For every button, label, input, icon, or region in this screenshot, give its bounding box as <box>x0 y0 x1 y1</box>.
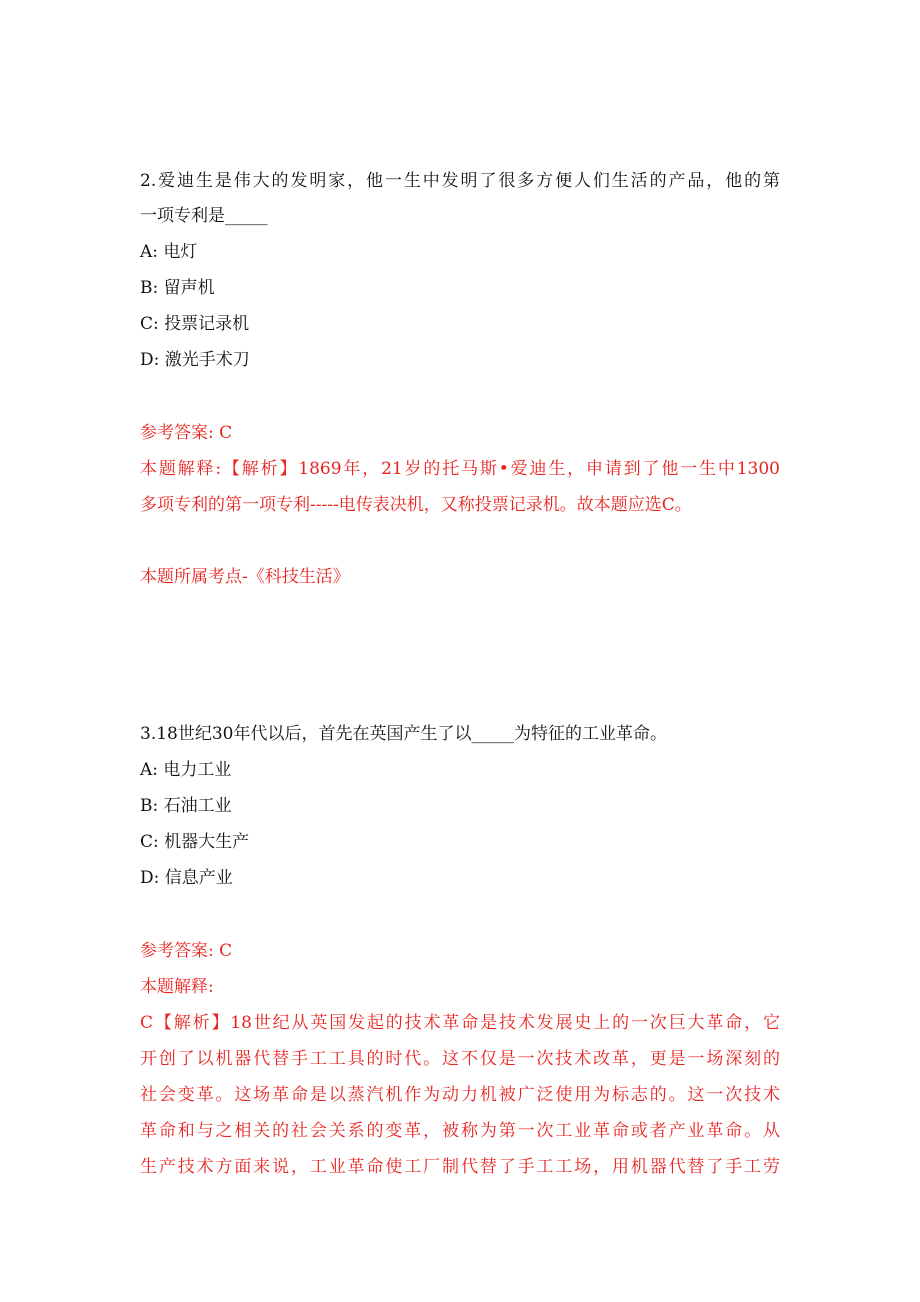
question-3-option-c: C: 机器大生产 <box>140 832 250 852</box>
question-2-explanation-line-2: 多项专利的第一项专利-----电传表决机，又称投票记录机。故本题应选C。 <box>140 495 692 515</box>
question-3-explanation-line-4: 革命和与之相关的社会关系的变革，被称为第一次工业革命或者产业革命。从 <box>140 1121 780 1141</box>
question-2-option-a: A: 电灯 <box>140 242 198 262</box>
question-2-answer: 参考答案: C <box>140 423 233 443</box>
question-3-option-b: B: 石油工业 <box>140 796 232 816</box>
question-2-option-b: B: 留声机 <box>140 278 215 298</box>
question-2-stem-line-2: 一项专利是_____ <box>140 206 268 226</box>
question-2-topic: 本题所属考点-《科技生活》 <box>140 567 350 587</box>
question-3-explanation-line-5: 生产技术方面来说，工业革命使工厂制代替了手工工场，用机器代替了手工劳 <box>140 1157 780 1177</box>
question-3-explanation-line-2: 开创了以机器代替手工工具的时代。这不仅是一次技术改革，更是一场深刻的 <box>140 1049 780 1069</box>
question-2-stem-line-1: 2.爱迪生是伟大的发明家，他一生中发明了很多方便人们生活的产品，他的第 <box>140 171 780 191</box>
question-2-option-d: D: 激光手术刀 <box>140 350 250 370</box>
question-3-option-a: A: 电力工业 <box>140 760 232 780</box>
question-3-explanation-line-3: 社会变革。这场革命是以蒸汽机作为动力机被广泛使用为标志的。这一次技术 <box>140 1085 780 1105</box>
question-3-answer: 参考答案: C <box>140 941 233 961</box>
question-2-explanation-line-1: 本题解释:【解析】1869年，21岁的托马斯•爱迪生，申请到了他一生中1300 <box>140 459 780 479</box>
question-2-option-c: C: 投票记录机 <box>140 314 250 334</box>
question-3-explanation-line-1: C【解析】18世纪从英国发起的技术革命是技术发展史上的一次巨大革命，它 <box>140 1013 780 1033</box>
question-3-explanation-label: 本题解释: <box>140 977 214 997</box>
question-3-stem: 3.18世纪30年代以后，首先在英国产生了以_____为特征的工业革命。 <box>140 724 667 744</box>
question-3-option-d: D: 信息产业 <box>140 868 233 888</box>
